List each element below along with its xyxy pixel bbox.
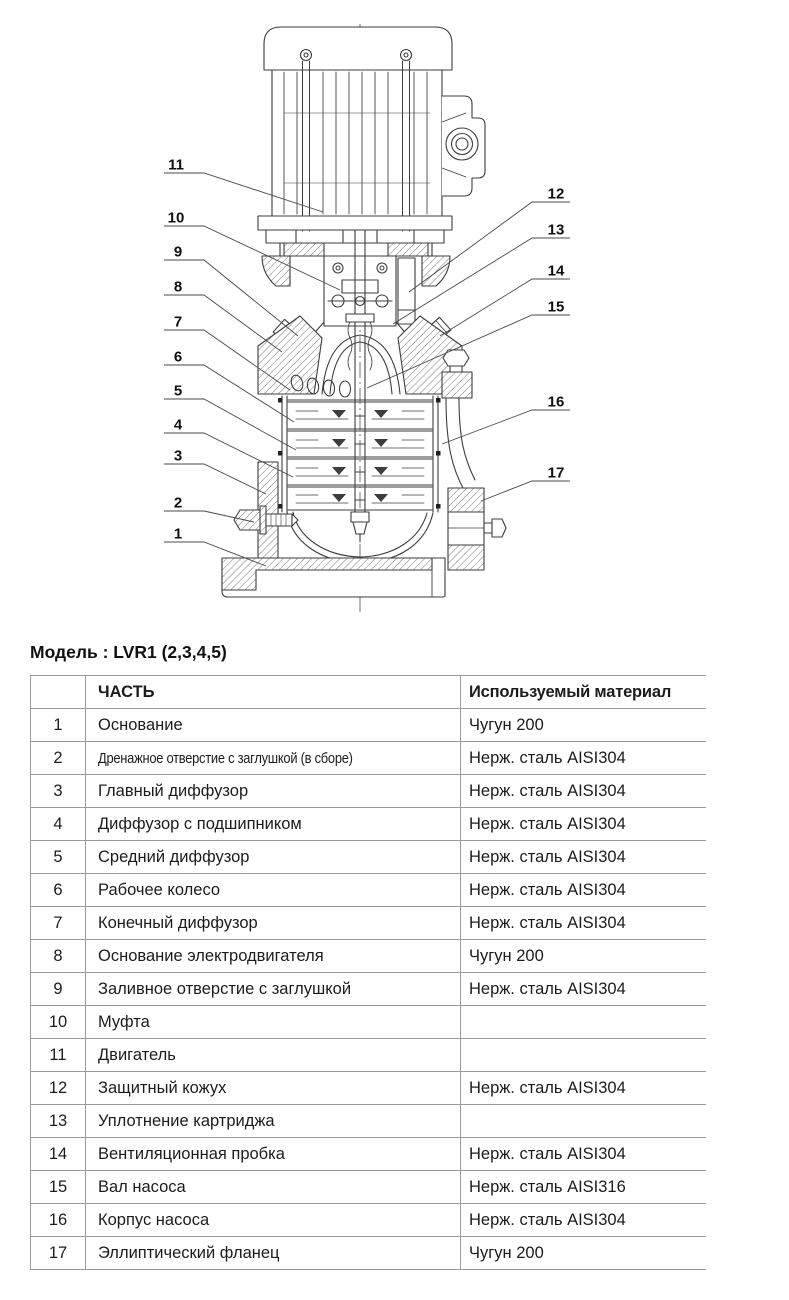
cell-part: [86, 1237, 461, 1270]
cell-material: [461, 1105, 706, 1138]
table-row: [31, 742, 706, 775]
cell-number: 1: [31, 709, 86, 742]
part-name-text: Эллиптический фланец: [98, 1243, 280, 1262]
cell-material: Нерж. сталь AISI304: [461, 775, 706, 808]
part-name-text: Главный диффузор: [98, 781, 249, 800]
cell-part: [86, 1105, 461, 1138]
diagram-callout-12: 12: [547, 185, 565, 203]
col-header-part: ЧАСТЬ: [86, 676, 461, 709]
cell-material: Нерж. сталь AISI304: [461, 841, 706, 874]
cell-number: 11: [31, 1039, 86, 1072]
diagram-callout-7: 7: [173, 313, 183, 331]
table-row: [31, 973, 706, 1006]
cell-number: 17: [31, 1237, 86, 1270]
cell-material: Нерж. сталь AISI304: [461, 1072, 706, 1105]
table-header-row: [31, 676, 706, 709]
part-name-text: Вал насоса: [98, 1177, 186, 1196]
cell-number: 15: [31, 1171, 86, 1204]
cell-part: [86, 1138, 461, 1171]
cell-material: Нерж. сталь AISI316: [461, 1171, 706, 1204]
table-row: [31, 1237, 706, 1270]
col-header-material: Используемый материал: [461, 676, 706, 709]
table-row: [31, 808, 706, 841]
col-header-number: [31, 676, 86, 709]
table-row: [31, 1204, 706, 1237]
table-row: [31, 841, 706, 874]
diagram-callout-15: 15: [547, 298, 565, 316]
motor-cap: [264, 27, 452, 70]
cell-number: 7: [31, 907, 86, 940]
elliptical-flange: [448, 488, 506, 570]
cell-number: 3: [31, 775, 86, 808]
part-name-text: Конечный диффузор: [98, 913, 258, 932]
diagram-callout-10: 10: [167, 209, 185, 227]
part-name-text: Средний диффузор: [98, 847, 250, 866]
cell-part: [86, 940, 461, 973]
cell-part: [86, 742, 461, 775]
cell-material: Нерж. сталь AISI304: [461, 1138, 706, 1171]
cell-material: Нерж. сталь AISI304: [461, 907, 706, 940]
cell-material: Чугун 200: [461, 709, 706, 742]
cell-part: [86, 709, 461, 742]
diagram-callout-1: 1: [173, 525, 183, 543]
part-name-text: Двигатель: [98, 1045, 176, 1064]
cell-material: Нерж. сталь AISI304: [461, 874, 706, 907]
cell-number: 16: [31, 1204, 86, 1237]
cell-material: Нерж. сталь AISI304: [461, 1204, 706, 1237]
cell-material: Нерж. сталь AISI304: [461, 973, 706, 1006]
table-row: [31, 874, 706, 907]
parts-table: [30, 675, 706, 1270]
diagram-callout-6: 6: [173, 348, 183, 366]
cell-part: [86, 1039, 461, 1072]
motor-body: [272, 70, 442, 216]
table-row: [31, 907, 706, 940]
table-row: [31, 1171, 706, 1204]
cell-number: 9: [31, 973, 86, 1006]
diagram-callout-17: 17: [547, 464, 565, 482]
cell-number: 8: [31, 940, 86, 973]
cell-number: 13: [31, 1105, 86, 1138]
diagram-callout-16: 16: [547, 393, 565, 411]
cell-material: [461, 1039, 706, 1072]
part-name-text: Муфта: [98, 1012, 150, 1031]
cell-material: Чугун 200: [461, 1237, 706, 1270]
model-title: Модель : LVR1 (2,3,4,5): [30, 642, 227, 662]
casing-shoulder-left: [258, 316, 322, 394]
cartridge-seal: [346, 314, 374, 322]
part-name-text: Защитный кожух: [98, 1078, 227, 1097]
protective-cover: [398, 258, 415, 324]
cell-part: [86, 907, 461, 940]
cell-number: 14: [31, 1138, 86, 1171]
cell-number: 6: [31, 874, 86, 907]
part-name-text: Корпус насоса: [98, 1210, 210, 1229]
cell-number: 4: [31, 808, 86, 841]
table-row: [31, 1006, 706, 1039]
diagram-callout-3: 3: [173, 447, 183, 465]
table-row: [31, 1138, 706, 1171]
diagram-callout-8: 8: [173, 278, 183, 296]
diagram-callout-2: 2: [173, 494, 183, 512]
table-row: [31, 1072, 706, 1105]
table-row: [31, 940, 706, 973]
cell-material: [461, 1006, 706, 1039]
part-name-text: Вентиляционная пробка: [98, 1144, 285, 1163]
cell-part: [86, 973, 461, 1006]
part-name-text: Основание: [98, 715, 183, 734]
cell-part: [86, 841, 461, 874]
part-name-text: Дренажное отверстие с заглушкой (в сборе): [98, 749, 353, 767]
diagram-callout-11: 11: [168, 156, 184, 174]
cell-number: 2: [31, 742, 86, 775]
terminal-box: [442, 96, 485, 196]
base-flange: [222, 558, 445, 597]
part-name-text: Основание электродвигателя: [98, 946, 324, 965]
cell-material: Нерж. сталь AISI304: [461, 808, 706, 841]
table-row: [31, 775, 706, 808]
table-row: [31, 1039, 706, 1072]
cell-part: [86, 1204, 461, 1237]
table-row: [31, 709, 706, 742]
cell-part: [86, 775, 461, 808]
cell-part: [86, 1171, 461, 1204]
diagram-callout-14: 14: [547, 262, 565, 280]
pump-diagram: [0, 0, 789, 632]
table-row: [31, 1105, 706, 1138]
cell-part: [86, 874, 461, 907]
cell-material: Чугун 200: [461, 940, 706, 973]
cell-number: 5: [31, 841, 86, 874]
parts-table-body: [31, 709, 706, 1270]
pump-cross-section-drawing: [0, 0, 789, 632]
part-name-text: Заливное отверстие с заглушкой: [98, 979, 352, 998]
diagram-callout-13: 13: [547, 221, 565, 239]
diagram-callout-4: 4: [173, 416, 183, 434]
part-name-text: Уплотнение картриджа: [98, 1111, 275, 1130]
diagram-callout-9: 9: [173, 243, 183, 261]
cell-part: [86, 808, 461, 841]
cell-number: 12: [31, 1072, 86, 1105]
part-name-text: Диффузор с подшипником: [98, 814, 302, 833]
cell-part: [86, 1072, 461, 1105]
part-name-text: Рабочее колесо: [98, 880, 221, 899]
cell-material: Нерж. сталь AISI304: [461, 742, 706, 775]
cell-part: [86, 1006, 461, 1039]
diagram-callout-5: 5: [173, 382, 183, 400]
cell-number: 10: [31, 1006, 86, 1039]
